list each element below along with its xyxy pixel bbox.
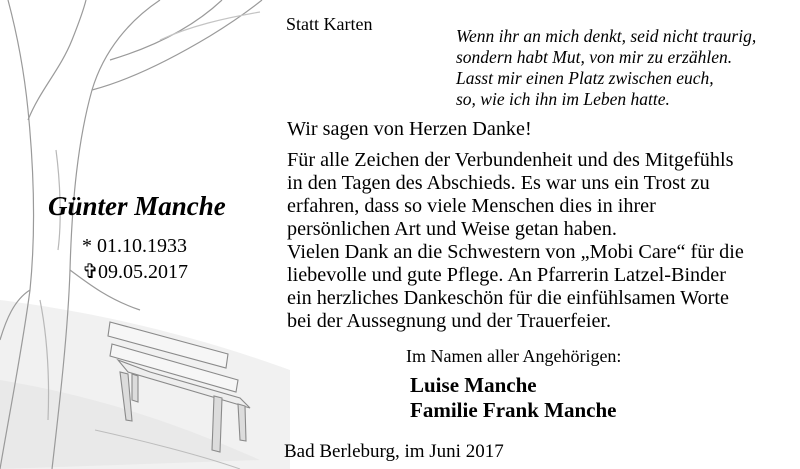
memorial-quote	[456, 26, 756, 110]
on-behalf-label: Im Namen aller Angehörigen:	[406, 346, 622, 366]
birth-date: * 01.10.1933	[82, 235, 187, 257]
thanks-title: Wir sagen von Herzen Danke!	[287, 118, 532, 140]
signer-name: Luise Manche	[410, 373, 537, 397]
quote-line: so, wie ich ihn im Leben hatte.	[456, 89, 670, 109]
signature-block	[410, 373, 616, 423]
message-line: erfahren, dass so viele Menschen dies in ihrer	[287, 195, 656, 217]
deceased-name: Günter Manche	[48, 191, 226, 221]
message-line: Vielen Dank an die Schwestern von „Mobi Care“ für die	[287, 241, 744, 263]
quote-line: Lasst mir einen Platz zwischen euch,	[456, 68, 714, 88]
message-line: Für alle Zeichen der Verbundenheit und des Mitgefühls	[287, 149, 734, 171]
message-line: bei der Aussegnung und der Trauerfeier.	[287, 310, 612, 332]
death-date-row	[82, 259, 188, 285]
death-date: 09.05.2017	[98, 261, 188, 283]
statt-karten-label: Statt Karten	[286, 14, 373, 34]
cross-icon: ✞	[82, 261, 99, 283]
message-line: persönlichen Art und Weise getan haben.	[287, 218, 617, 240]
thanks-message	[287, 118, 744, 333]
message-line: ein herzliches Dankeschön für die einfühlsamen Worte	[287, 287, 729, 309]
signer-name: Familie Frank Manche	[410, 398, 617, 422]
life-dates	[82, 233, 188, 285]
quote-line: sondern habt Mut, von mir zu erzählen.	[456, 47, 733, 67]
message-line: in den Tagen des Abschieds. Es war uns ein Trost zu	[287, 172, 710, 194]
place-and-date: Bad Berleburg, im Juni 2017	[284, 441, 504, 462]
message-line: liebevolle und gute Pflege. An Pfarrerin Latzel-Binder	[287, 264, 726, 286]
quote-line: Wenn ihr an mich denkt, seid nicht traurig,	[456, 26, 757, 46]
